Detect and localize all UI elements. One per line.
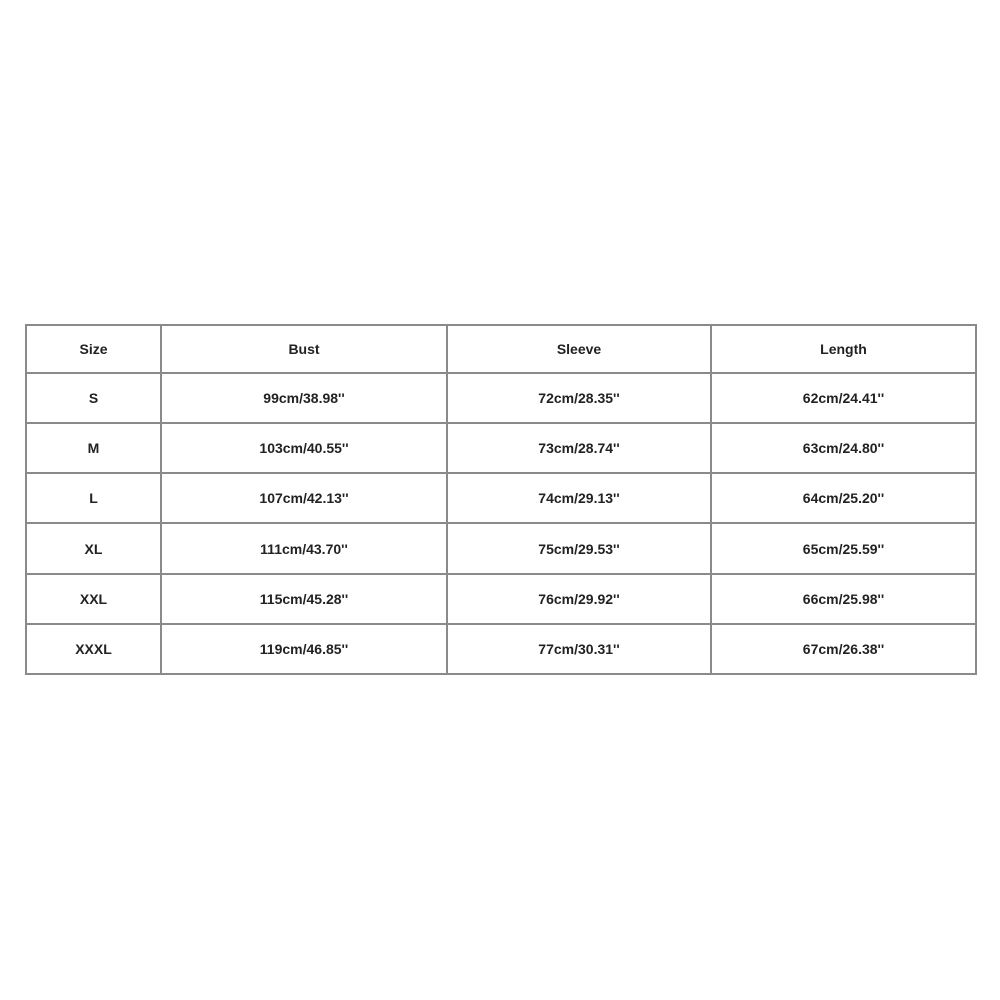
- size-cell: XXXL: [26, 624, 161, 674]
- length-cell: 63cm/24.80'': [711, 423, 976, 473]
- sleeve-cell: 77cm/30.31'': [447, 624, 711, 674]
- bust-cell: 115cm/45.28'': [161, 574, 447, 624]
- length-cell: 66cm/25.98'': [711, 574, 976, 624]
- sleeve-cell: 74cm/29.13'': [447, 473, 711, 523]
- sleeve-cell: 73cm/28.74'': [447, 423, 711, 473]
- bust-cell: 111cm/43.70'': [161, 523, 447, 573]
- size-cell: S: [26, 373, 161, 423]
- sleeve-cell: 72cm/28.35'': [447, 373, 711, 423]
- table-row: [26, 523, 976, 573]
- header-row: [26, 325, 976, 373]
- bust-cell: 103cm/40.55'': [161, 423, 447, 473]
- size-cell: XL: [26, 523, 161, 573]
- bust-cell: 119cm/46.85'': [161, 624, 447, 674]
- length-cell: 62cm/24.41'': [711, 373, 976, 423]
- size-cell: XXL: [26, 574, 161, 624]
- length-cell: 67cm/26.38'': [711, 624, 976, 674]
- size-cell: M: [26, 423, 161, 473]
- table-row: [26, 473, 976, 523]
- sleeve-cell: 75cm/29.53'': [447, 523, 711, 573]
- length-cell: 64cm/25.20'': [711, 473, 976, 523]
- table-row: [26, 373, 976, 423]
- table-row: [26, 574, 976, 624]
- sleeve-cell: 76cm/29.92'': [447, 574, 711, 624]
- size-chart-table: [25, 324, 977, 675]
- header-bust: Bust: [161, 325, 447, 373]
- header-size: Size: [26, 325, 161, 373]
- bust-cell: 99cm/38.98'': [161, 373, 447, 423]
- bust-cell: 107cm/42.13'': [161, 473, 447, 523]
- size-cell: L: [26, 473, 161, 523]
- header-sleeve: Sleeve: [447, 325, 711, 373]
- table-row: [26, 423, 976, 473]
- table-row: [26, 624, 976, 674]
- header-length: Length: [711, 325, 976, 373]
- length-cell: 65cm/25.59'': [711, 523, 976, 573]
